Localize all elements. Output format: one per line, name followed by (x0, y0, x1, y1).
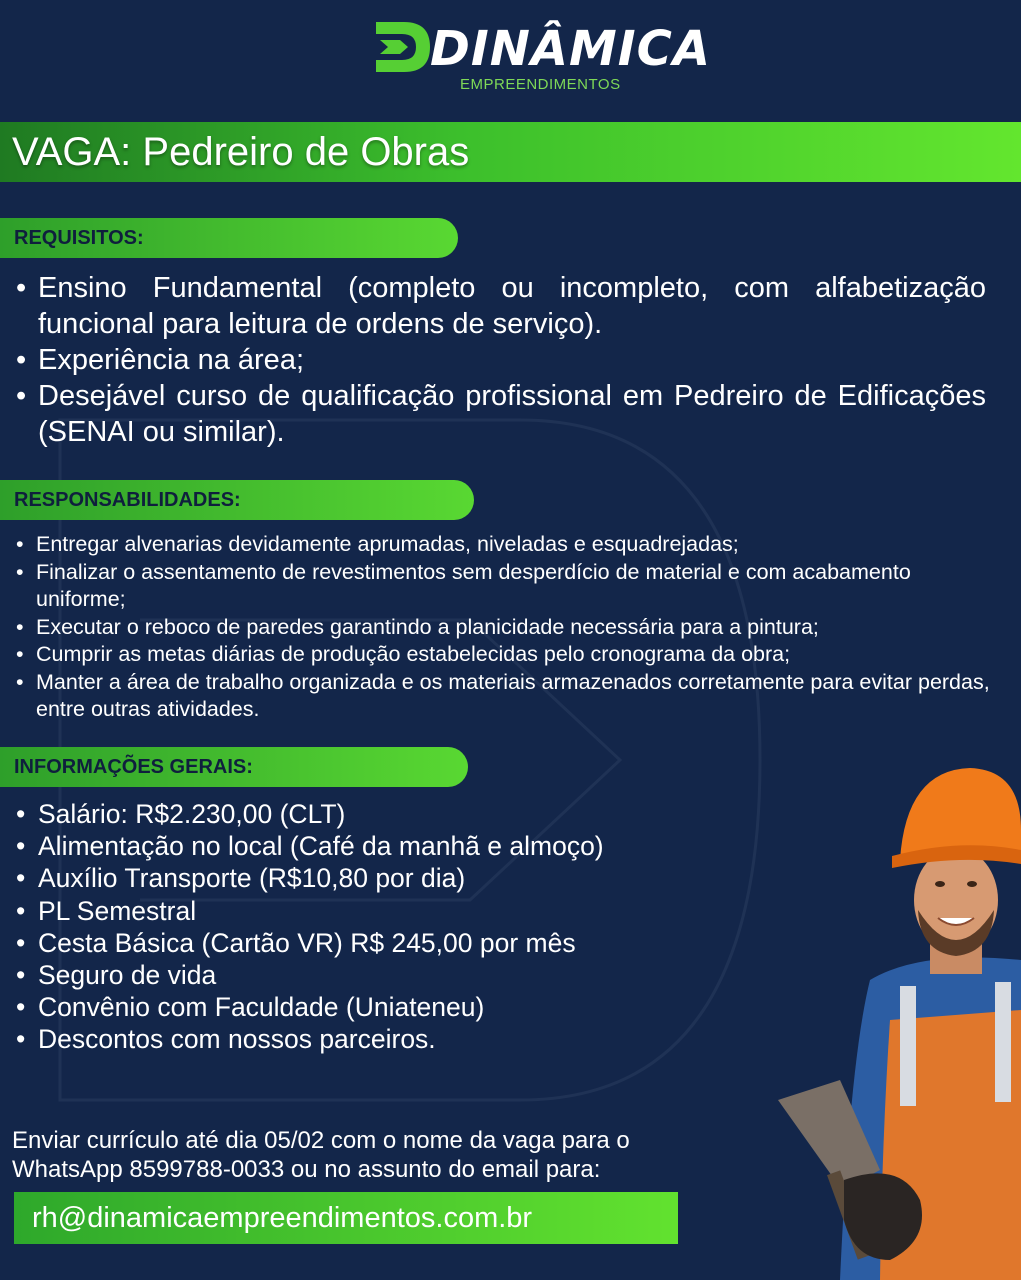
list-item: • Executar o reboco de paredes garantindo a planicidade necessária para a pintura; (14, 614, 1004, 642)
job-title-banner (0, 122, 1021, 182)
list-item: • Manter a área de trabalho organizada e os materiais armazenados corretamente para evitar perdas, entre outras atividades. (14, 669, 1004, 724)
company-logo (374, 16, 712, 96)
instructions-line-2: WhatsApp 8599788-0033 ou no assunto do email para: (12, 1156, 601, 1183)
contact-email-link[interactable]: rh@dinamicaempreendimentos.com.br (32, 1202, 533, 1234)
section-heading-requisitos: REQUISITOS: (0, 218, 458, 258)
list-item: • Desejável curso de qualificação profissional em Pedreiro de Edificações (SENAI ou similar). (14, 378, 986, 450)
job-title: VAGA: Pedreiro de Obras (12, 130, 470, 174)
list-item: • Cumprir as metas diárias de produção estabelecidas pelo cronograma da obra; (14, 641, 1004, 669)
list-item: • Convênio com Faculdade (Uniateneu) (14, 991, 754, 1023)
list-item: • Salário: R$2.230,00 (CLT) (14, 798, 754, 830)
list-item: • Auxílio Transporte (R$10,80 por dia) (14, 862, 754, 894)
construction-worker-illustration (770, 760, 1021, 1280)
requisitos-list (14, 270, 986, 450)
section-heading-informacoes: INFORMAÇÕES GERAIS: (0, 747, 468, 787)
list-item: • Entregar alvenarias devidamente aprumadas, niveladas e esquadrejadas; (14, 531, 1004, 559)
list-item: • Finalizar o assentamento de revestimentos sem desperdício de material e com acabamento uniforme; (14, 559, 1004, 614)
logo-wordmark: DINÂMICA (430, 21, 712, 77)
application-instructions (12, 1126, 792, 1184)
list-item: • Descontos com nossos parceiros. (14, 1023, 754, 1055)
section-heading-responsabilidades: RESPONSABILIDADES: (0, 480, 474, 520)
responsabilidades-list (14, 531, 1004, 724)
list-item: • Ensino Fundamental (completo ou incompleto, com alfabetização funcional para leitura de ordens de serviço). (14, 270, 986, 342)
logo-arrow-icon (374, 18, 432, 76)
list-item: • Alimentação no local (Café da manhã e almoço) (14, 830, 754, 862)
informacoes-list (14, 798, 754, 1056)
list-item: • Seguro de vida (14, 959, 754, 991)
email-banner[interactable] (14, 1192, 678, 1244)
instructions-line-1: Enviar currículo até dia 05/02 com o nome da vaga para o (12, 1127, 630, 1154)
list-item: • Cesta Básica (Cartão VR) R$ 245,00 por mês (14, 927, 754, 959)
logo-tagline: EMPREENDIMENTOS (460, 76, 621, 93)
list-item: • Experiência na área; (14, 342, 986, 378)
list-item: • PL Semestral (14, 895, 754, 927)
